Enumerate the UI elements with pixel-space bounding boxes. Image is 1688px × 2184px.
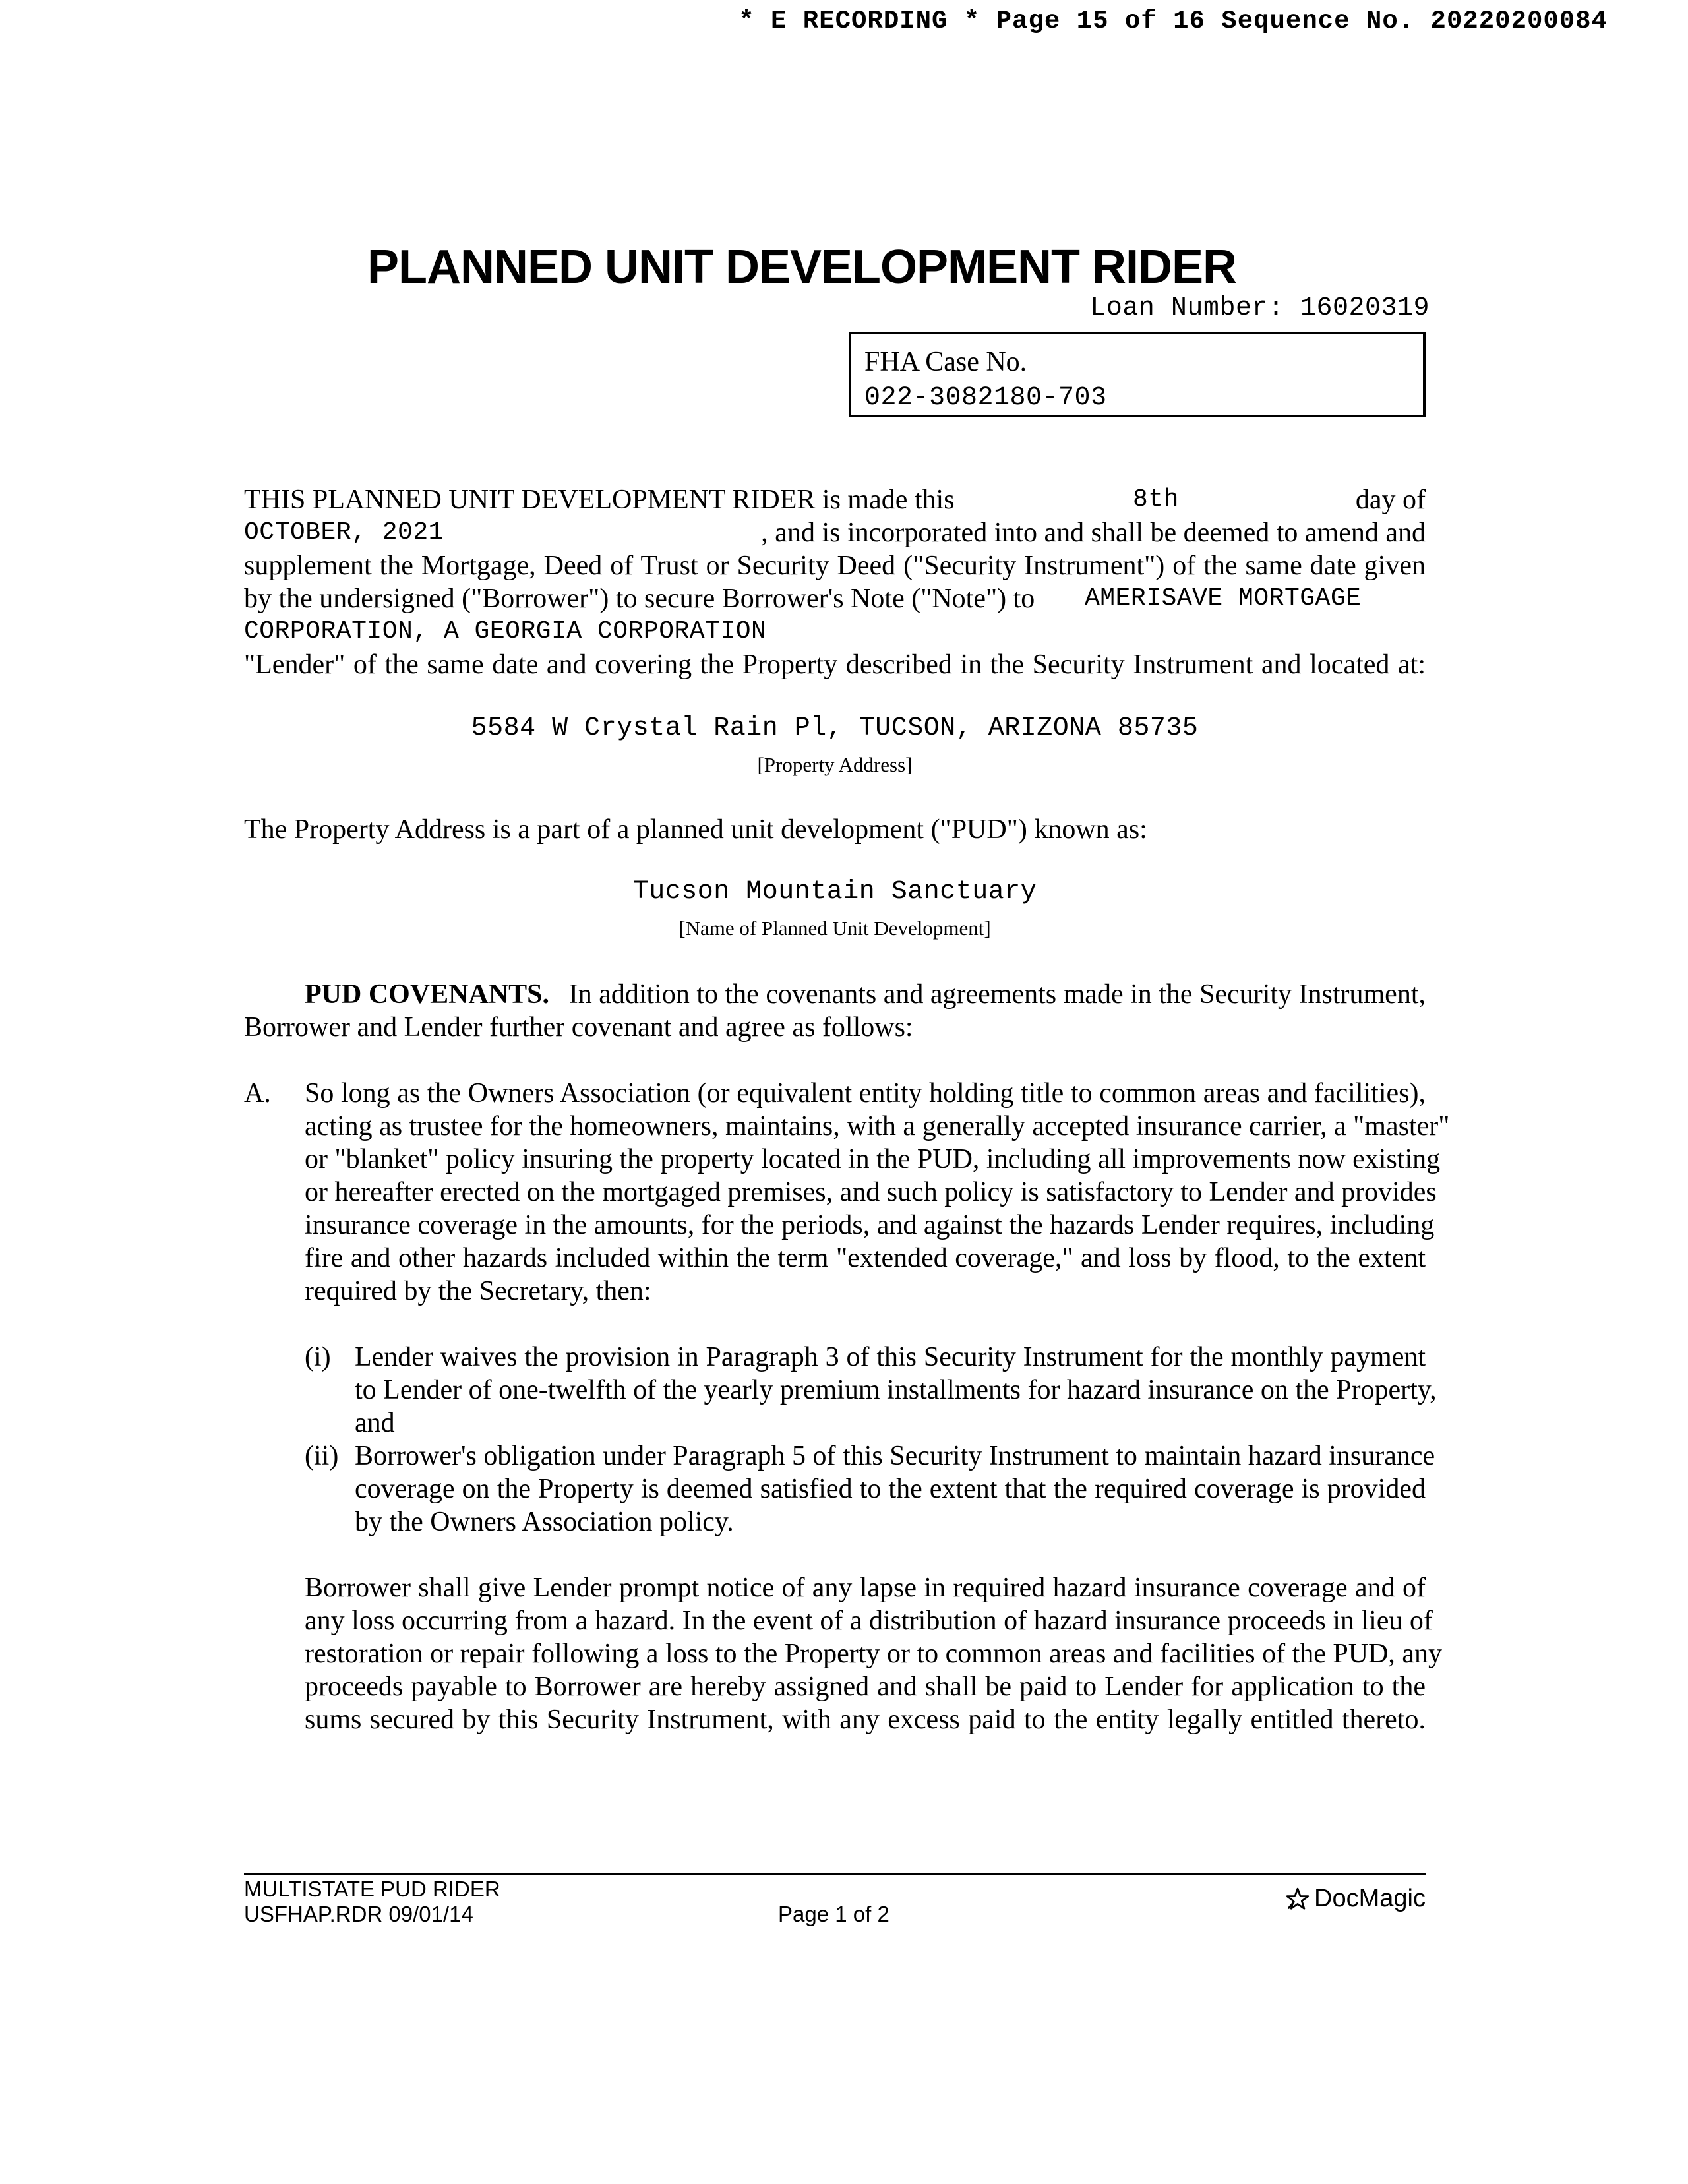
item-i-marker: (i) — [305, 1342, 331, 1372]
pud-intro: The Property Address is a part of a planned unit development ("PUD") known as: — [244, 814, 1147, 845]
item-ii-line: by the Owners Association policy. — [355, 1507, 734, 1537]
footer-page-number: Page 1 of 2 — [778, 1902, 889, 1926]
star-icon — [1285, 1887, 1310, 1912]
covenants-line2: Borrower and Lender further covenant and agree as follows: — [244, 1012, 913, 1043]
docmagic-brand: DocMagic — [1314, 1885, 1426, 1912]
intro-day-value: 8th — [1133, 485, 1179, 514]
intro-line4: by the undersigned ("Borrower") to secure Borrower's Note ("Note") to — [244, 584, 1035, 614]
section-a-line: required by the Secretary, then: — [305, 1276, 651, 1306]
loan-number: Loan Number: 16020319 — [1090, 293, 1430, 323]
section-a-marker: A. — [244, 1078, 271, 1108]
section-a-line: or "blanket" policy insuring the property located in the PUD, including all improvements now existing — [305, 1144, 1441, 1174]
docmagic-logo — [1285, 1885, 1426, 1913]
recording-header: * E RECORDING * Page 15 of 16 Sequence No. 20220200084 — [738, 7, 1608, 36]
footer-form-code: USFHAP.RDR 09/01/14 — [244, 1902, 473, 1926]
intro-month-year: OCTOBER, 2021 — [244, 518, 444, 547]
intro-made-this: THIS PLANNED UNIT DEVELOPMENT RIDER is made this — [244, 485, 955, 515]
property-address-caption: [Property Address] — [757, 753, 913, 776]
intro-line3: supplement the Mortgage, Deed of Trust or Security Deed ("Security Instrument") of the same date given — [244, 551, 1426, 581]
covenants-heading: PUD COVENANTS. — [305, 979, 550, 1010]
pud-name-caption: [Name of Planned Unit Development] — [678, 917, 991, 940]
item-ii-line: Borrower's obligation under Paragraph 5 of this Security Instrument to maintain hazard insurance — [355, 1441, 1435, 1471]
footer-rule — [244, 1873, 1426, 1875]
intro-line2: , and is incorporated into and shall be deemed to amend and — [761, 518, 1426, 548]
intro-line6: "Lender" of the same date and covering the Property described in the Security Instrument and located at: — [244, 650, 1426, 680]
closing-line: restoration or repair following a loss to the Property or to common areas and facilities of the PUD, any — [305, 1639, 1443, 1669]
property-address: 5584 W Crystal Rain Pl, TUCSON, ARIZONA 85735 — [471, 713, 1199, 743]
document-title: PLANNED UNIT DEVELOPMENT RIDER — [367, 241, 1237, 293]
footer-form-title: MULTISTATE PUD RIDER — [244, 1877, 500, 1901]
closing-line: sums secured by this Security Instrument, with any excess paid to the entity legally entitled thereto. — [305, 1705, 1426, 1735]
section-a-line: insurance coverage in the amounts, for the periods, and against the hazards Lender requires, including — [305, 1210, 1435, 1240]
closing-line: proceeds payable to Borrower are hereby assigned and shall be paid to Lender for application to the — [305, 1672, 1426, 1702]
item-i-line: to Lender of one-twelfth of the yearly premium installments for hazard insurance on the Property, — [355, 1375, 1437, 1405]
item-i-line: and — [355, 1408, 395, 1438]
closing-line: any loss occurring from a hazard. In the event of a distribution of hazard insurance proceeds in lieu of — [305, 1606, 1433, 1636]
section-a-line: acting as trustee for the homeowners, maintains, with a generally accepted insurance carrier, a "master" — [305, 1111, 1450, 1141]
fha-case-number: 022-3082180-703 — [864, 383, 1107, 413]
item-ii-line: coverage on the Property is deemed satisfied to the extent that the required coverage is provided — [355, 1474, 1426, 1504]
fha-case-box — [849, 332, 1426, 417]
fha-case-label: FHA Case No. — [864, 347, 1027, 377]
section-a-line: or hereafter erected on the mortgaged premises, and such policy is satisfactory to Lender and provides — [305, 1177, 1437, 1207]
intro-day-of: day of — [1355, 485, 1426, 515]
closing-line: Borrower shall give Lender prompt notice of any lapse in required hazard insurance coverage and of — [305, 1573, 1426, 1603]
lender-name-part1: AMERISAVE MORTGAGE — [1085, 584, 1362, 613]
section-a-line: fire and other hazards included within the term "extended coverage," and loss by flood, to the extent — [305, 1243, 1426, 1273]
covenants-line1: In addition to the covenants and agreements made in the Security Instrument, — [568, 979, 1426, 1010]
item-i-line: Lender waives the provision in Paragraph 3 of this Security Instrument for the monthly payment — [355, 1342, 1426, 1372]
item-ii-marker: (ii) — [305, 1441, 339, 1471]
pud-name: Tucson Mountain Sanctuary — [632, 877, 1037, 907]
lender-name-part2: CORPORATION, A GEORGIA CORPORATION — [244, 617, 767, 646]
section-a-line: So long as the Owners Association (or equivalent entity holding title to common areas and facilities), — [305, 1078, 1426, 1108]
